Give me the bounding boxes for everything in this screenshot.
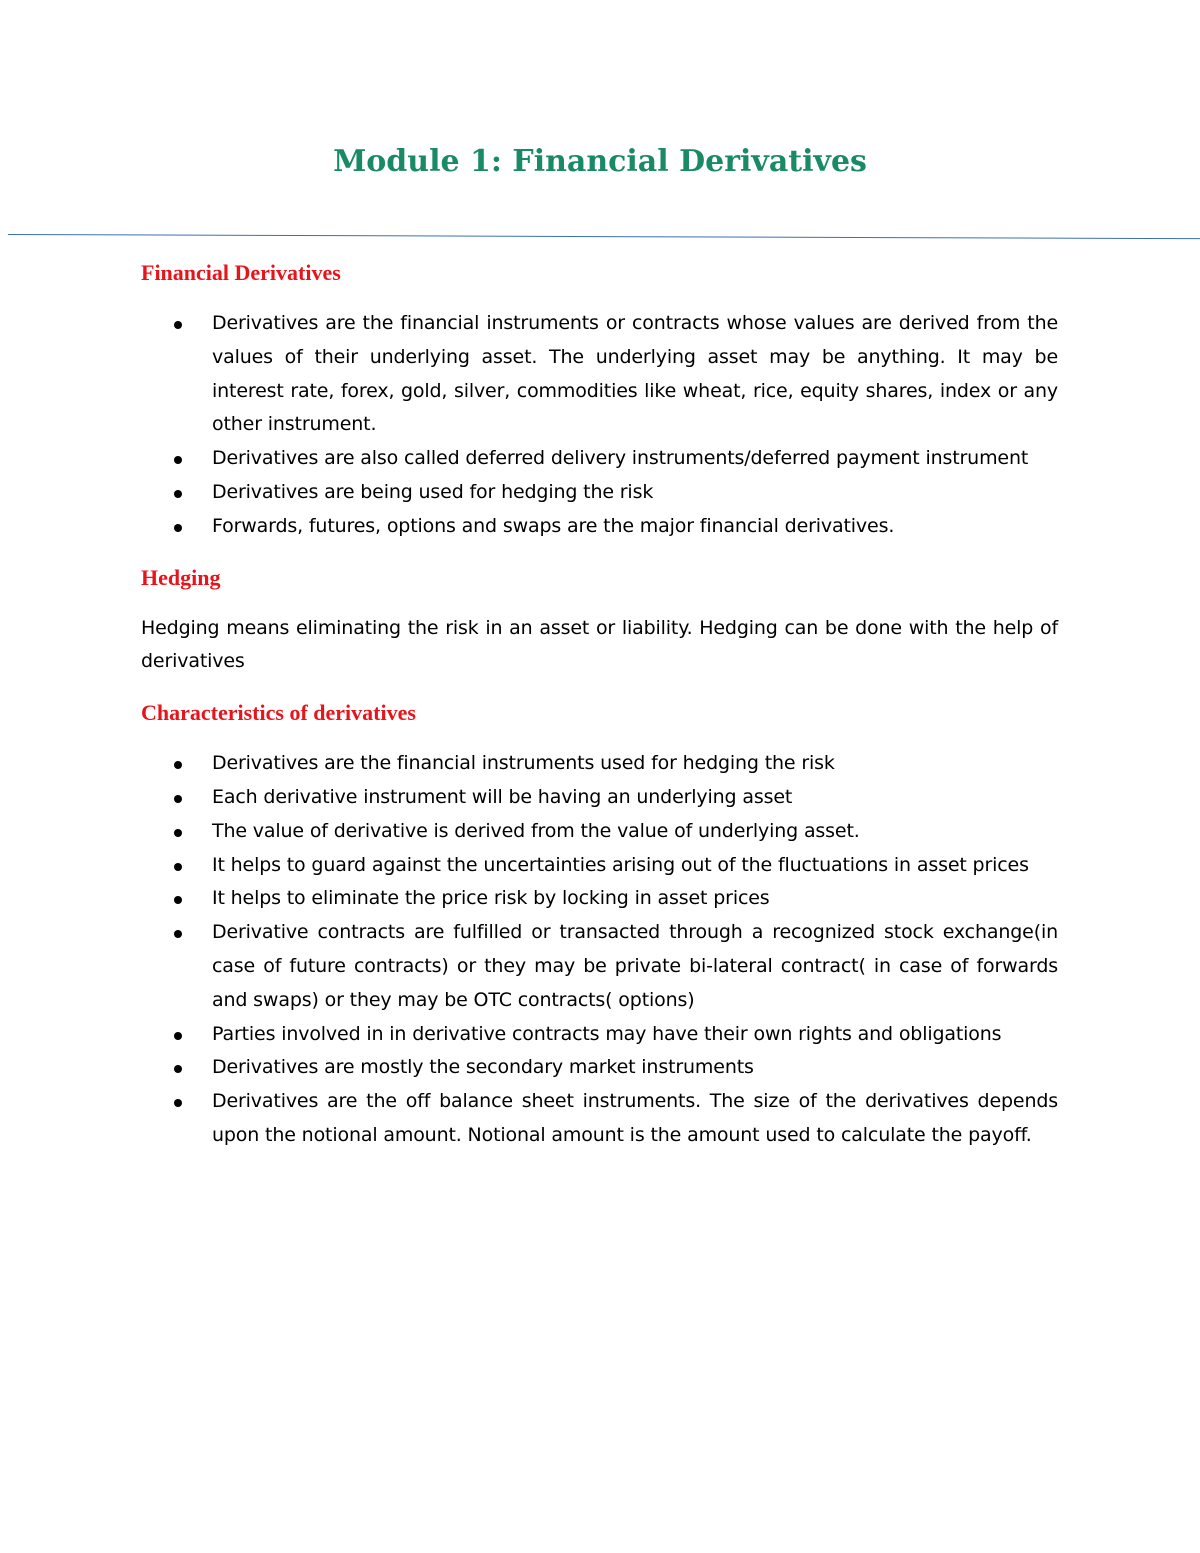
list-item [141, 1051, 1058, 1085]
list-item-text: It helps to eliminate the price risk by locking in asset prices [212, 887, 770, 910]
list-item-text: Each derivative instrument will be having an underlying asset [212, 785, 793, 808]
list-item-text: Derivatives are mostly the secondary market instruments [212, 1056, 754, 1079]
bullet-icon [174, 930, 182, 938]
bullet-icon [174, 829, 182, 837]
list-item-text: It helps to guard against the uncertainties arising out of the fluctuations in asset prices [212, 853, 1029, 876]
bullet-icon [174, 1099, 182, 1107]
list-item [141, 781, 1058, 815]
hedging-paragraph: Hedging means eliminating the risk in an asset or liability. Hedging can be done with the help of derivatives [141, 616, 1058, 673]
list-item [141, 307, 1058, 442]
list-item-text: Forwards, futures, options and swaps are the major financial derivatives. [212, 514, 895, 537]
page-title: Module 1: Financial Derivatives [333, 144, 867, 179]
list-item-text: Derivatives are being used for hedging the risk [212, 480, 654, 503]
characteristics-list [141, 747, 1058, 1153]
bullet-icon [174, 524, 182, 532]
list-item [141, 510, 1058, 544]
bullet-icon [174, 896, 182, 904]
bullet-icon [174, 761, 182, 769]
list-item [141, 476, 1058, 510]
bullet-icon [174, 490, 182, 498]
list-item-text: Derivatives are also called deferred delivery instruments/deferred payment instrument [212, 447, 1029, 470]
bullet-icon [174, 863, 182, 871]
list-item [141, 849, 1058, 883]
section-heading-characteristics: Characteristics of derivatives [141, 700, 416, 726]
list-item-text: The value of derivative is derived from the value of underlying asset. [212, 819, 860, 842]
list-item [141, 882, 1058, 916]
document-body [141, 255, 1058, 1169]
list-item [141, 442, 1058, 476]
list-item-text: Parties involved in in derivative contracts may have their own rights and obligations [212, 1022, 1002, 1045]
list-item [141, 1018, 1058, 1052]
section-heading-financial-derivatives: Financial Derivatives [141, 260, 341, 285]
bullet-icon [174, 456, 182, 464]
bullet-icon [174, 795, 182, 803]
list-item-text: Derivative contracts are fulfilled or transacted through a recognized stock exchange(in case of future contracts) or they may be private bi-lateral contract( in case of forwards and swaps) or they may be OTC contracts( options) [212, 921, 1058, 1011]
list-item-text: Derivatives are the off balance sheet instruments. The size of the derivatives depends upon the notional amount. Notional amount is the amount used to calculate the payoff. [212, 1090, 1058, 1146]
list-item [141, 815, 1058, 849]
list-item [141, 916, 1058, 1017]
bullet-icon [174, 1032, 182, 1040]
title-divider [8, 234, 1200, 239]
section-heading-hedging: Hedging [141, 564, 221, 590]
list-item [141, 1085, 1058, 1153]
financial-derivatives-list [141, 307, 1058, 544]
bullet-icon [174, 321, 182, 329]
list-item-text: Derivatives are the financial instruments used for hedging the risk [212, 752, 835, 775]
list-item-text: Derivatives are the financial instruments or contracts whose values are derived from the values of their underlying asset. The underlying asset may be anything. It may be interest rate, forex, gold, silver, commodities like wheat, rice, equity shares, index or any other instrument. [212, 312, 1058, 436]
bullet-icon [174, 1065, 182, 1073]
list-item [141, 747, 1058, 781]
